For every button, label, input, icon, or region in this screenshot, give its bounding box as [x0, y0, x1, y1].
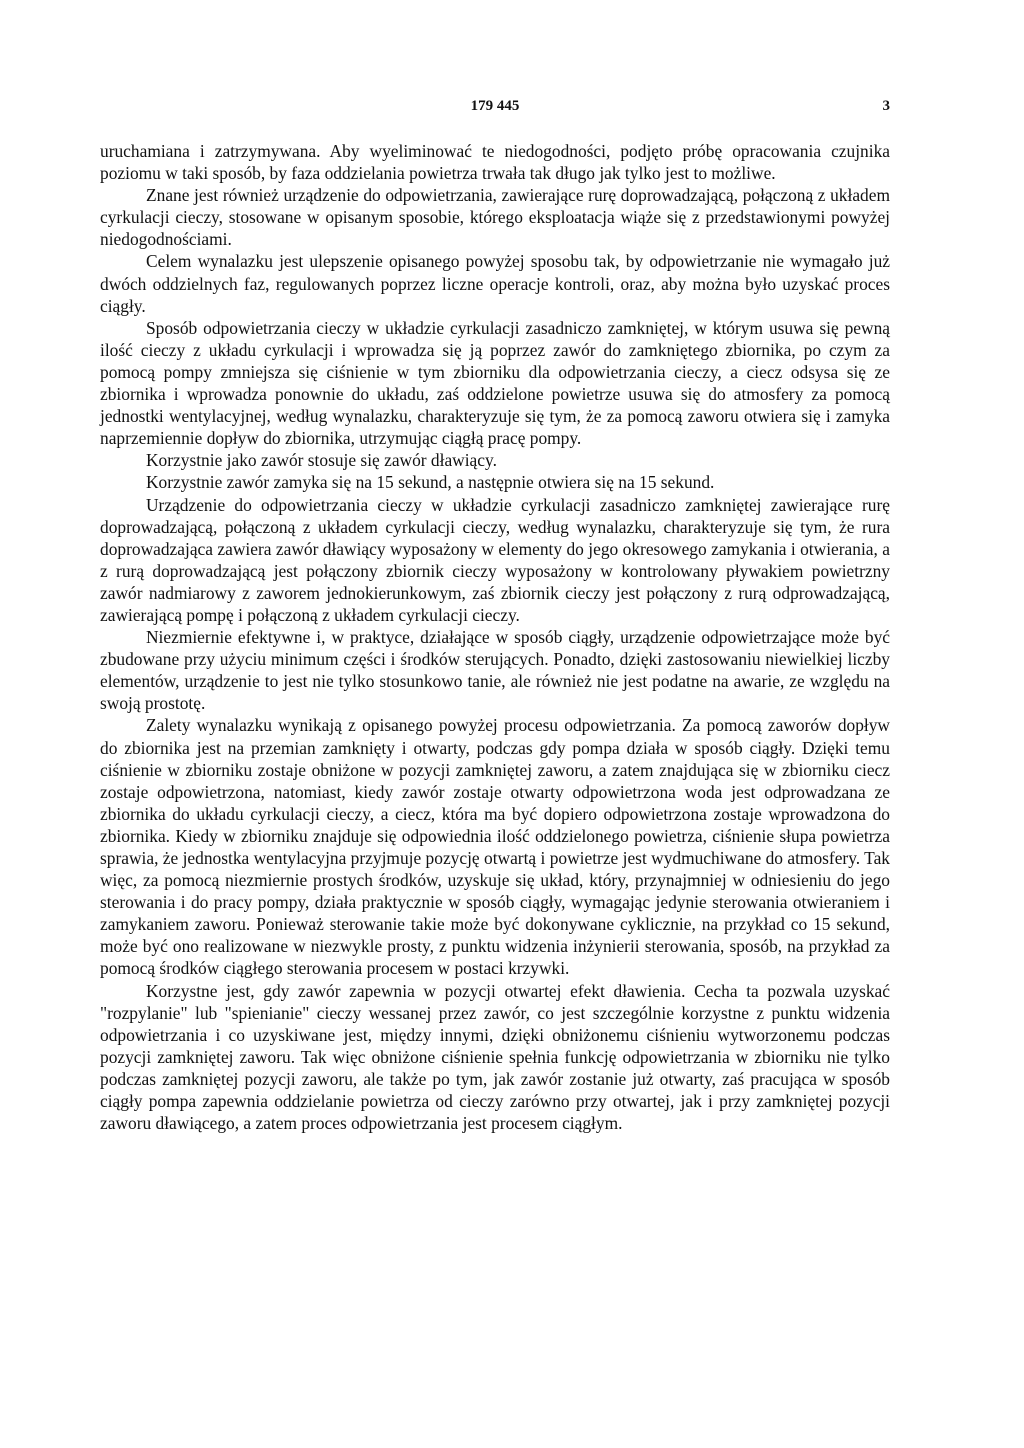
- paragraph: Korzystnie jako zawór stosuje się zawór dławiący.: [146, 450, 497, 471]
- page-number: 3: [882, 98, 890, 114]
- paragraph: Znane jest również urządzenie do odpowietrzania, zawierające rurę doprowadzającą, połączoną z układem cyrkulacji cieczy, stosowane w opisanym sposobie, którego eksploatacja wiąże się z przedstawionymi powyżej niedogodnościami.: [100, 185, 890, 250]
- paragraph: Korzystne jest, gdy zawór zapewnia w pozycji otwartej efekt dławienia. Cecha ta pozwala uzyskać "rozpylanie" lub "spienianie" cieczy wessanej przez zawór, co jest szczególnie korzystne z punktu widzenia odpowietrzania i co uzyskiwane jest, między innymi, dzięki obniżonemu ciśnieniu wytworzonemu podczas pozycji zamkniętej zaworu. Tak więc obniżone ciśnienie spełnia funkcję odpowietrzania w zbiorniku nie tylko podczas zamkniętej pozycji zaworu, ale także po tym, jak zawór zostanie już otwarty, zaś pracująca w sposób ciągły pompa zapewnia oddzielanie powietrza od cieczy zarówno przy otwartej, jak i przy zamkniętej pozycji zaworu dławiącego, a zatem proces odpowietrzania jest procesem ciągłym.: [100, 980, 890, 1134]
- paragraph: Celem wynalazku jest ulepszenie opisanego powyżej sposobu tak, by odpowietrzanie nie wymagało już dwóch oddzielnych faz, regulowanych poprzez liczne operacje kontroli, oraz, aby można było uzyskać proces ciągły.: [100, 251, 890, 316]
- paragraph: Niezmiernie efektywne i, w praktyce, działające w sposób ciągły, urządzenie odpowietrzające może być zbudowane przy użyciu minimum części i środków sterujących. Ponadto, dzięki zastosowaniu niewielkiej liczby elementów, urządzenie to jest nie tylko stosunkowo tanie, ale również nie jest podatne na awarie, ze względu na swoją prostotę.: [100, 627, 890, 714]
- paragraph: uruchamiana i zatrzymywana. Aby wyeliminować te niedogodności, podjęto próbę opracowania czujnika poziomu w taki sposób, by faza oddzielania powietrza trwała tak długo jak tylko jest to możliwe.: [100, 141, 890, 184]
- document-body: [100, 140, 890, 1134]
- paragraph: Urządzenie do odpowietrzania cieczy w układzie cyrkulacji zasadniczo zamkniętej zawierające rurę doprowadzającą, połączoną z układem cyrkulacji cieczy, według wynalazku, charakteryzuje się tym, że rura doprowadzająca zawiera zawór dławiący wyposażony w elementy do jego okresowego zamykania i otwierania, a z rurą doprowadzającą jest połączony zbiornik cieczy wyposażony w kontrolowany pływakiem powietrzny zawór nadmiarowy z zaworem jednokierunkowym, zaś zbiornik cieczy jest połączony z rurą odprowadzającą, zawierającą pompę i połączoną z układem cyrkulacji cieczy.: [100, 494, 890, 625]
- paragraph: Sposób odpowietrzania cieczy w układzie cyrkulacji zasadniczo zamkniętej, w którym usuwa się pewną ilość cieczy z układu cyrkulacji i wprowadza się ją poprzez zawór do zamkniętego zbiornika, po czym za pomocą pompy zmniejsza się ciśnienie w tym zbiorniku dla odpowietrzania cieczy, a ciecz odsysa się ze zbiornika i wprowadza ponownie do układu, zaś oddzielone powietrze usuwa się do atmosfery za pomocą jednostki wentylacyjnej, według wynalazku, charakteryzuje się tym, że za pomocą zaworu otwiera się i zamyka naprzemiennie dopływ do zbiornika, utrzymując ciągłą pracę pompy.: [100, 317, 890, 449]
- paragraph: Korzystnie zawór zamyka się na 15 sekund, a następnie otwiera się na 15 sekund.: [146, 472, 715, 493]
- patent-number: 179 445: [470, 98, 520, 114]
- paragraph: Zalety wynalazku wynikają z opisanego powyżej procesu odpowietrzania. Za pomocą zaworów dopływ do zbiornika jest na przemian zamknięty i otwarty, podczas gdy pompa działa w sposób ciągły. Dzięki temu ciśnienie w zbiorniku zostaje obniżone w pozycji zamkniętej zaworu, a zatem znajdująca się w zbiorniku ciecz zostaje odpowietrzona, natomiast, kiedy zawór zostaje otwarty odpowietrzona woda jest odprowadzana ze zbiornika do układu cyrkulacji cieczy, a ciecz, która ma być dopiero odpowietrzona zostaje wprowadzona do zbiornika. Kiedy w zbiorniku znajduje się odpowiednia ilość oddzielonego powietrza, ciśnienie słupa powietrza sprawia, że jednostka wentylacyjna przyjmuje pozycję otwartą i powietrze jest wydmuchiwane do atmosfery. Tak więc, za pomocą niezmiernie prostych środków, uzyskuje się układ, który, przynajmniej w odniesieniu do jego sterowania i do pracy pompy, działa praktycznie w sposób ciągły, wymagając jedynie sterowania otwieraniem i zamykaniem zaworu. Ponieważ sterowanie takie może być dokonywane cyklicznie, na przykład co 15 sekund, może być ono realizowane w niezwykle prosty, z punktu widzenia inżynierii sterowania, sposób, na przykład za pomocą środków ciągłego sterowania procesem w postaci krzywki.: [100, 715, 890, 979]
- page-header: [100, 98, 890, 118]
